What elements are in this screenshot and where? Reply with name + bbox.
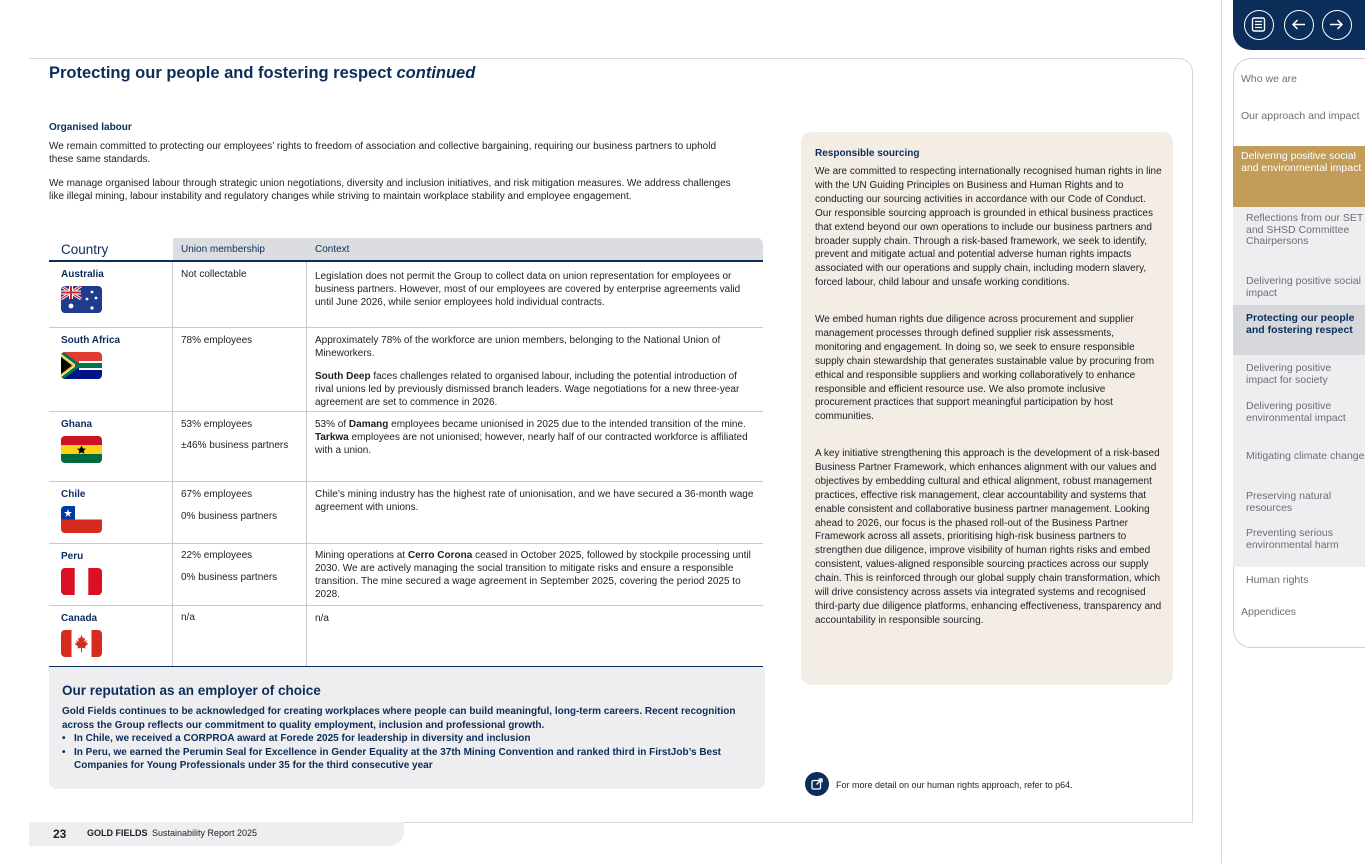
union-value: 53% employees bbox=[181, 419, 253, 430]
reputation-list bbox=[62, 732, 757, 773]
union-value: Not collectable bbox=[181, 269, 247, 280]
table-row bbox=[49, 412, 763, 482]
reputation-text: Gold Fields continues to be acknowledged for creating workplaces where people can build meaningful, long-term careers. Recent recognition across the Group reflects our commitment to quality employment, inclusion and professional growth. bbox=[62, 706, 736, 731]
country-name: Peru bbox=[61, 551, 84, 562]
context-text: Chile’s mining industry has the highest rate of unionisation, and we have secured a 36-month wage agreement with unions. bbox=[315, 489, 754, 513]
union-value: n/a bbox=[181, 612, 195, 623]
union-value: 67% employees bbox=[181, 489, 253, 500]
contents-icon[interactable] bbox=[1244, 10, 1274, 40]
responsible-sourcing-heading: Responsible sourcing bbox=[815, 148, 920, 159]
south-africa-flag-icon bbox=[61, 352, 102, 379]
organised-labour-para-2: We manage organised labour through strategic union negotiations, diversity and inclusion initiatives, and risk mitigation measures. We address challenges like illegal mining, labour instability and regulatory changes while striving to maintain workplace stability and employee engagement. bbox=[49, 178, 731, 202]
organised-labour-heading: Organised labour bbox=[49, 122, 132, 133]
canada-flag-icon bbox=[61, 630, 102, 657]
australia-flag-icon bbox=[61, 286, 102, 313]
context-text: Approximately 78% of the workforce are union members, belonging to the National Union of Mineworkers. bbox=[315, 335, 721, 359]
context-text: n/a bbox=[315, 613, 329, 624]
nav-item-reflections[interactable]: Reflections from our SET and SHSD Committee Chairpersons bbox=[1233, 207, 1365, 267]
union-value: 22% employees bbox=[181, 550, 253, 561]
ghana-flag-icon bbox=[61, 436, 102, 463]
sourcing-para-1: We are committed to respecting internationally recognised human rights in line with the UN Guiding Principles on Business and Human Rights and to conducting our sourcing activities in accordance with our Code of Conduct. Our responsible sourcing approach is grounded in ethical business practices that extend beyond our own operations to include our business partners and broader supply chain. Through a risk-based framework, we seek to identify, prevent and mitigate actual and potential adverse human rights impacts associated with our operations and supply chain, including modern slavery, forced labour, child labour and unsafe working conditions. bbox=[815, 166, 1162, 289]
header-union-membership: Union membership bbox=[181, 244, 265, 255]
country-name: Chile bbox=[61, 489, 86, 500]
nav-item-approach[interactable]: Our approach and impact bbox=[1241, 110, 1360, 122]
union-value-2: 0% business partners bbox=[181, 511, 278, 522]
arrow-left-icon[interactable] bbox=[1284, 10, 1314, 40]
sourcing-para-3: A key initiative strengthening this approach is the development of a risk-based Business Partner Framework, which enhances alignment with our values and objectives by embedding cultural and ethical alignment, robust management practices, effective risk management, clear accountability and systems that enable consistent and collaborative business partner management. Looking ahead to 2026, our focus is the phased roll-out of the Business Partner Framework across all assets, prioritising high-risk business partners to strengthen due diligence, improve visibility of human rights risks and embed consistent, values-aligned responsible sourcing practices across our supply chain. This is reinforced through our global supply chain transformation, which will drive consistency across assets via integrated systems and recognised third-party due diligence platforms, enhancing effectiveness, transparency and accountability in responsible sourcing. bbox=[815, 448, 1162, 626]
nav-toolbar bbox=[1233, 0, 1365, 50]
table-row bbox=[49, 544, 763, 606]
external-link-icon[interactable] bbox=[805, 772, 829, 796]
page-title: Protecting our people and fostering respect continued bbox=[49, 64, 476, 82]
responsible-sourcing-panel bbox=[801, 132, 1173, 685]
nav-item-who-we-are[interactable]: Who we are bbox=[1241, 73, 1298, 85]
table-header bbox=[49, 238, 763, 262]
header-country: Country bbox=[61, 242, 109, 257]
report-name: Sustainability Report 2025 bbox=[152, 828, 258, 838]
list-item: • In Peru, we earned the Perumin Seal for Excellence in Gender Equality at the 37th Mining Convention and ranked third in FirstJob’s Best Companies for Young Professionals under 35 for the third consecutive year bbox=[62, 746, 757, 773]
arrow-right-icon[interactable] bbox=[1322, 10, 1352, 40]
nav-item-climate-change[interactable]: Mitigating climate change bbox=[1233, 441, 1365, 481]
country-name: South Africa bbox=[61, 335, 121, 346]
nav-item-social-impact[interactable]: Delivering positive social impact bbox=[1233, 267, 1365, 305]
organised-labour-para-1: We remain committed to protecting our employees’ rights to freedom of association and collective bargaining, requiring our business partners to uphold these same standards. bbox=[49, 141, 717, 165]
country-name: Ghana bbox=[61, 419, 93, 430]
context-text: Legislation does not permit the Group to collect data on union representation for employees or business partners. However, most of our employees are covered by enterprise agreements valid until June 2026, while senior employees hold individual contracts. bbox=[315, 271, 741, 308]
table-row bbox=[49, 606, 763, 666]
header-context: Context bbox=[315, 244, 350, 255]
table-row bbox=[49, 328, 763, 412]
nav-item-delivering-impact[interactable]: Delivering positive social and environmental impact bbox=[1233, 146, 1365, 207]
reputation-box bbox=[49, 667, 765, 789]
page-number: 23 bbox=[53, 827, 67, 841]
nav-item-natural-resources[interactable]: Preserving natural resources bbox=[1233, 481, 1365, 521]
nav-item-environmental-impact[interactable]: Delivering positive environmental impact bbox=[1233, 391, 1365, 441]
chile-flag-icon bbox=[61, 506, 102, 533]
union-membership-table bbox=[49, 238, 763, 668]
country-name: Canada bbox=[61, 613, 98, 624]
page-footer bbox=[29, 822, 404, 846]
union-value-2: 0% business partners bbox=[181, 572, 278, 583]
nav-item-human-rights[interactable]: Human rights bbox=[1246, 574, 1309, 586]
reputation-title: Our reputation as an employer of choice bbox=[62, 683, 321, 698]
brand-name: GOLD FIELDS bbox=[87, 828, 148, 838]
nav-item-impact-society[interactable]: Delivering positive impact for society bbox=[1233, 355, 1365, 391]
reference-text[interactable]: For more detail on our human rights approach, refer to p64. bbox=[836, 780, 1073, 790]
context-text-2: South Deep faces challenges related to organised labour, including the potential introduction of rival unions led by previously dismissed branch leaders. Wage negotiations for a new three-year agreement are set to commence in 2026. bbox=[315, 371, 740, 408]
nav-item-protecting-people[interactable]: Protecting our people and fostering respect bbox=[1233, 305, 1365, 355]
context-text: 53% of Damang employees became unionised in 2025 due to the intended transition of the mine. Tarkwa employees are not unionised; however, nearly half of our contracted workforce is affiliated with a union. bbox=[315, 419, 748, 456]
table-row bbox=[49, 262, 763, 328]
sourcing-para-2: We embed human rights due diligence across procurement and supplier management processes through defined supplier risk assessments, monitoring and engagement. In doing so, we seek to ensure responsible supply chain stewardship that generates sustainable value by procuring from ethical and responsible suppliers and working collaboratively to enhance responsible and efficient resource use. We also promote inclusive procurement practices that support meaningful participation by host communities. bbox=[815, 314, 1155, 423]
list-item: • In Chile, we received a CORPROA award at Forede 2025 for leadership in diversity and inclusion bbox=[62, 732, 757, 746]
union-value: 78% employees bbox=[181, 335, 253, 346]
table-row bbox=[49, 482, 763, 544]
country-name: Australia bbox=[61, 269, 104, 280]
context-text: Mining operations at Cerro Corona ceased in October 2025, followed by stockpile processing until 2030. We are actively managing the social transition to mitigate risks and ensure a responsible transition. The mine secured a wage agreement in September 2025, covering the period 2025 to 2028. bbox=[315, 550, 751, 600]
nav-item-appendices[interactable]: Appendices bbox=[1241, 606, 1296, 618]
union-value-2: ±46% business partners bbox=[181, 440, 289, 451]
peru-flag-icon bbox=[61, 568, 102, 595]
nav-item-environmental-harm[interactable]: Preventing serious environmental harm bbox=[1233, 521, 1365, 567]
